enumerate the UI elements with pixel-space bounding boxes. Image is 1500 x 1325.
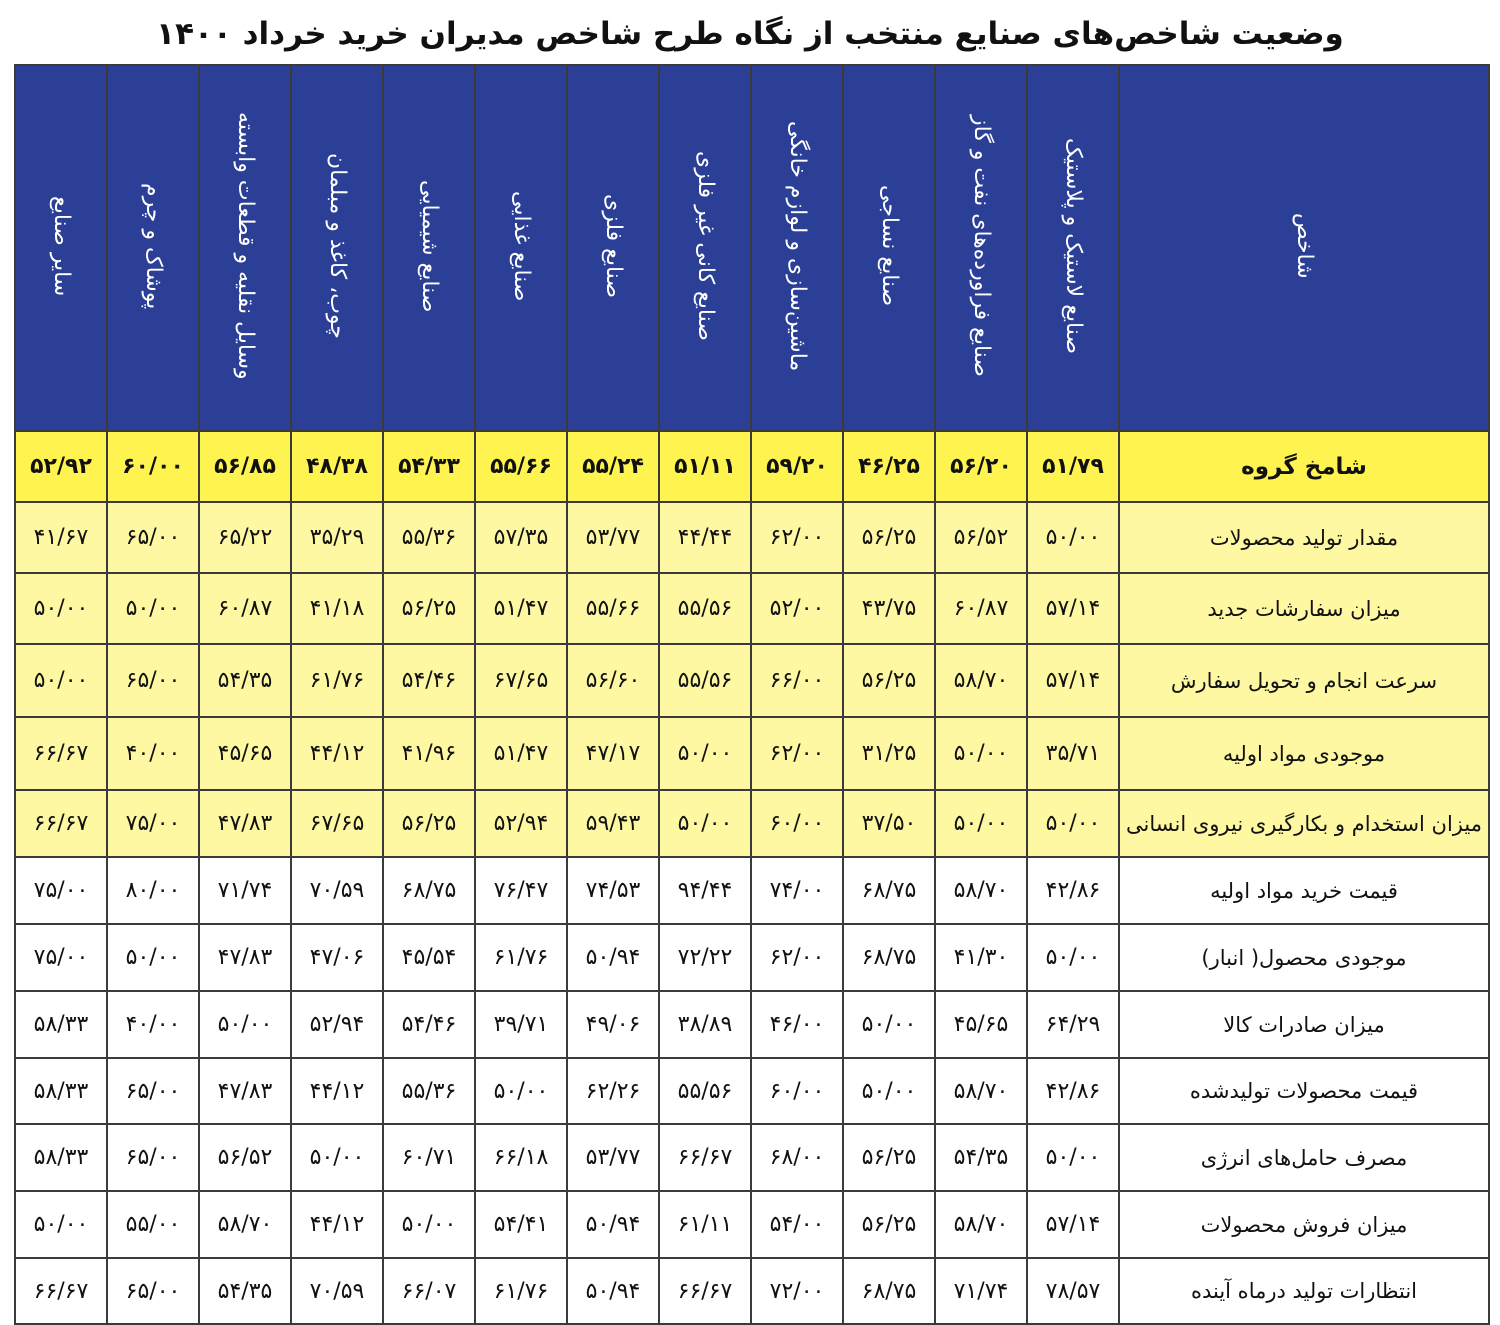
value-cell: ۵۵/۵۶ xyxy=(659,573,751,644)
value-cell: ۵۵/۰۰ xyxy=(107,1191,199,1258)
value-cell: ۷۴/۰۰ xyxy=(751,857,843,924)
table-row xyxy=(15,1191,1489,1258)
value-cell: ۷۱/۷۴ xyxy=(935,1258,1027,1324)
value-cell: ۵۲/۰۰ xyxy=(751,573,843,644)
value-cell: ۴۲/۸۶ xyxy=(1027,1058,1119,1124)
table-row xyxy=(15,1258,1489,1324)
value-cell: ۶۶/۶۷ xyxy=(15,790,107,857)
row-label: میزان سفارشات جدید xyxy=(1119,573,1489,644)
value-cell: ۶۱/۷۶ xyxy=(475,924,567,991)
value-cell: ۶۰/۸۷ xyxy=(935,573,1027,644)
value-cell: ۴۰/۰۰ xyxy=(107,717,199,790)
value-cell: ۶۵/۰۰ xyxy=(107,1258,199,1324)
table-row xyxy=(15,924,1489,991)
value-cell: ۶۵/۲۲ xyxy=(199,502,291,573)
value-cell: ۵۳/۷۷ xyxy=(567,1124,659,1191)
table-row xyxy=(15,644,1489,717)
value-cell: ۷۲/۲۲ xyxy=(659,924,751,991)
value-cell: ۵۴/۰۰ xyxy=(751,1191,843,1258)
row-label: میزان صادرات کالا xyxy=(1119,991,1489,1058)
value-cell: ۵۰/۰۰ xyxy=(291,1124,383,1191)
value-cell: ۶۷/۶۵ xyxy=(291,790,383,857)
value-cell: ۸۰/۰۰ xyxy=(107,857,199,924)
value-cell: ۵۷/۳۵ xyxy=(475,502,567,573)
value-cell: ۷۲/۰۰ xyxy=(751,1258,843,1324)
header-label: وسایل نقلیه و قطعات وابسته xyxy=(233,112,259,380)
table-row xyxy=(15,573,1489,644)
header-label: صنایع نساجی xyxy=(877,185,903,307)
value-cell: ۵۷/۱۴ xyxy=(1027,644,1119,717)
value-cell: ۵۱/۷۹ xyxy=(1027,431,1119,502)
value-cell: ۵۰/۹۴ xyxy=(567,924,659,991)
value-cell: ۵۰/۰۰ xyxy=(1027,502,1119,573)
value-cell: ۵۴/۴۱ xyxy=(475,1191,567,1258)
row-label: قیمت محصولات تولیدشده xyxy=(1119,1058,1489,1124)
value-cell: ۵۰/۰۰ xyxy=(843,991,935,1058)
value-cell: ۶۲/۰۰ xyxy=(751,717,843,790)
table-row xyxy=(15,991,1489,1058)
header-label: صنایع فلزی xyxy=(601,193,627,298)
value-cell: ۵۶/۲۵ xyxy=(383,573,475,644)
value-cell: ۶۵/۰۰ xyxy=(107,1058,199,1124)
value-cell: ۷۵/۰۰ xyxy=(15,857,107,924)
value-cell: ۷۰/۵۹ xyxy=(291,1258,383,1324)
value-cell: ۶۲/۲۶ xyxy=(567,1058,659,1124)
header-label: صنایع غذایی xyxy=(509,190,535,302)
value-cell: ۶۴/۲۹ xyxy=(1027,991,1119,1058)
value-cell: ۵۵/۵۶ xyxy=(659,644,751,717)
value-cell: ۵۸/۷۰ xyxy=(199,1191,291,1258)
value-cell: ۵۲/۹۴ xyxy=(475,790,567,857)
value-cell: ۴۵/۶۵ xyxy=(199,717,291,790)
table-row xyxy=(15,857,1489,924)
value-cell: ۴۹/۰۶ xyxy=(567,991,659,1058)
value-cell: ۵۴/۴۶ xyxy=(383,991,475,1058)
value-cell: ۷۸/۵۷ xyxy=(1027,1258,1119,1324)
value-cell: ۶۱/۷۶ xyxy=(475,1258,567,1324)
value-cell: ۵۰/۰۰ xyxy=(15,644,107,717)
value-cell: ۵۶/۲۵ xyxy=(843,502,935,573)
group-index-row xyxy=(15,431,1489,502)
value-cell: ۵۰/۰۰ xyxy=(935,717,1027,790)
value-cell: ۳۱/۲۵ xyxy=(843,717,935,790)
value-cell: ۶۲/۰۰ xyxy=(751,502,843,573)
value-cell: ۶۶/۱۸ xyxy=(475,1124,567,1191)
value-cell: ۵۵/۲۴ xyxy=(567,431,659,502)
value-cell: ۶۸/۷۵ xyxy=(843,1258,935,1324)
value-cell: ۵۴/۳۵ xyxy=(199,1258,291,1324)
value-cell: ۴۱/۶۷ xyxy=(15,502,107,573)
value-cell: ۵۸/۳۳ xyxy=(15,1058,107,1124)
value-cell: ۵۵/۳۶ xyxy=(383,1058,475,1124)
header-label: صنایع کانی غیر فلزی xyxy=(693,151,719,341)
value-cell: ۷۵/۰۰ xyxy=(15,924,107,991)
value-cell: ۳۵/۷۱ xyxy=(1027,717,1119,790)
value-cell: ۴۴/۱۲ xyxy=(291,1191,383,1258)
row-label: میزان فروش محصولات xyxy=(1119,1191,1489,1258)
value-cell: ۴۷/۸۳ xyxy=(199,1058,291,1124)
value-cell: ۵۵/۶۶ xyxy=(475,431,567,502)
header-label: چوب، کاغذ و مبلمان xyxy=(325,153,351,339)
value-cell: ۵۷/۱۴ xyxy=(1027,573,1119,644)
header-cell-indicator xyxy=(1119,65,1489,431)
value-cell: ۵۱/۴۷ xyxy=(475,717,567,790)
value-cell: ۵۹/۴۳ xyxy=(567,790,659,857)
row-label: میزان استخدام و بکارگیری نیروی انسانی xyxy=(1119,790,1489,857)
table-row xyxy=(15,1124,1489,1191)
value-cell: ۳۷/۵۰ xyxy=(843,790,935,857)
header-cell-chemical xyxy=(383,65,475,431)
value-cell: ۵۰/۰۰ xyxy=(935,790,1027,857)
page-title: وضعیت شاخص‌های صنایع منتخب از نگاه طرح شاخص مدیران خرید خرداد ۱۴۰۰ xyxy=(156,16,1344,52)
value-cell: ۶۷/۶۵ xyxy=(475,644,567,717)
value-cell: ۵۰/۰۰ xyxy=(199,991,291,1058)
value-cell: ۵۱/۱۱ xyxy=(659,431,751,502)
table-row xyxy=(15,1058,1489,1124)
value-cell: ۶۵/۰۰ xyxy=(107,644,199,717)
value-cell: ۳۸/۸۹ xyxy=(659,991,751,1058)
value-cell: ۵۴/۴۶ xyxy=(383,644,475,717)
value-cell: ۵۹/۲۰ xyxy=(751,431,843,502)
row-label: شامخ گروه xyxy=(1119,431,1489,502)
value-cell: ۷۱/۷۴ xyxy=(199,857,291,924)
header-label: سایر صنایع xyxy=(49,195,75,297)
value-cell: ۶۶/۰۰ xyxy=(751,644,843,717)
value-cell: ۵۶/۲۵ xyxy=(843,1191,935,1258)
value-cell: ۵۵/۳۶ xyxy=(383,502,475,573)
value-cell: ۶۶/۶۷ xyxy=(15,1258,107,1324)
header-label: صنایع شیمیایی xyxy=(417,179,443,313)
value-cell: ۴۷/۸۳ xyxy=(199,790,291,857)
value-cell: ۵۸/۳۳ xyxy=(15,1124,107,1191)
value-cell: ۵۰/۰۰ xyxy=(15,573,107,644)
header-cell-oil-gas xyxy=(935,65,1027,431)
header-cell-apparel xyxy=(107,65,199,431)
value-cell: ۴۴/۱۲ xyxy=(291,1058,383,1124)
value-cell: ۶۰/۷۱ xyxy=(383,1124,475,1191)
value-cell: ۵۰/۰۰ xyxy=(107,573,199,644)
value-cell: ۶۶/۶۷ xyxy=(15,717,107,790)
value-cell: ۴۲/۸۶ xyxy=(1027,857,1119,924)
value-cell: ۷۰/۵۹ xyxy=(291,857,383,924)
value-cell: ۵۴/۳۳ xyxy=(383,431,475,502)
value-cell: ۵۵/۶۶ xyxy=(567,573,659,644)
value-cell: ۶۶/۶۷ xyxy=(659,1258,751,1324)
header-cell-textile xyxy=(843,65,935,431)
value-cell: ۵۰/۹۴ xyxy=(567,1258,659,1324)
row-label: سرعت انجام و تحویل سفارش xyxy=(1119,644,1489,717)
value-cell: ۴۱/۱۸ xyxy=(291,573,383,644)
value-cell: ۵۸/۷۰ xyxy=(935,1058,1027,1124)
value-cell: ۵۰/۰۰ xyxy=(843,1058,935,1124)
row-label: موجودی مواد اولیه xyxy=(1119,717,1489,790)
value-cell: ۵۱/۴۷ xyxy=(475,573,567,644)
value-cell: ۴۸/۳۸ xyxy=(291,431,383,502)
value-cell: ۷۴/۵۳ xyxy=(567,857,659,924)
value-cell: ۶۵/۰۰ xyxy=(107,502,199,573)
value-cell: ۵۰/۰۰ xyxy=(107,924,199,991)
row-label: مصرف حامل‌های انرژی xyxy=(1119,1124,1489,1191)
value-cell: ۵۶/۵۲ xyxy=(199,1124,291,1191)
value-cell: ۵۵/۵۶ xyxy=(659,1058,751,1124)
value-cell: ۵۰/۰۰ xyxy=(1027,1124,1119,1191)
row-label: موجودی محصول( انبار) xyxy=(1119,924,1489,991)
value-cell: ۵۰/۰۰ xyxy=(475,1058,567,1124)
value-cell: ۴۳/۷۵ xyxy=(843,573,935,644)
value-cell: ۵۶/۸۵ xyxy=(199,431,291,502)
value-cell: ۳۵/۲۹ xyxy=(291,502,383,573)
value-cell: ۶۰/۰۰ xyxy=(107,431,199,502)
value-cell: ۴۶/۲۵ xyxy=(843,431,935,502)
value-cell: ۵۰/۰۰ xyxy=(383,1191,475,1258)
value-cell: ۵۸/۷۰ xyxy=(935,857,1027,924)
header-cell-food xyxy=(475,65,567,431)
value-cell: ۵۰/۰۰ xyxy=(659,790,751,857)
value-cell: ۶۸/۷۵ xyxy=(843,857,935,924)
table-row xyxy=(15,790,1489,857)
value-cell: ۵۲/۹۲ xyxy=(15,431,107,502)
value-cell: ۳۹/۷۱ xyxy=(475,991,567,1058)
header-cell-wood-paper xyxy=(291,65,383,431)
value-cell: ۵۳/۷۷ xyxy=(567,502,659,573)
value-cell: ۹۴/۴۴ xyxy=(659,857,751,924)
value-cell: ۵۸/۷۰ xyxy=(935,1191,1027,1258)
value-cell: ۴۷/۱۷ xyxy=(567,717,659,790)
value-cell: ۵۰/۰۰ xyxy=(659,717,751,790)
value-cell: ۵۰/۹۴ xyxy=(567,1191,659,1258)
header-cell-nonmetal xyxy=(659,65,751,431)
value-cell: ۶۰/۸۷ xyxy=(199,573,291,644)
value-cell: ۴۴/۱۲ xyxy=(291,717,383,790)
value-cell: ۴۶/۰۰ xyxy=(751,991,843,1058)
value-cell: ۵۸/۷۰ xyxy=(935,644,1027,717)
header-label: شاخص xyxy=(1292,213,1318,279)
value-cell: ۵۴/۳۵ xyxy=(199,644,291,717)
header-cell-machinery xyxy=(751,65,843,431)
value-cell: ۵۴/۳۵ xyxy=(935,1124,1027,1191)
value-cell: ۵۶/۲۵ xyxy=(843,1124,935,1191)
header-cell-rubber-plastic xyxy=(1027,65,1119,431)
value-cell: ۵۰/۰۰ xyxy=(15,1191,107,1258)
value-cell: ۴۷/۸۳ xyxy=(199,924,291,991)
value-cell: ۶۰/۰۰ xyxy=(751,790,843,857)
header-label: پوشاک و چرم xyxy=(141,182,167,310)
value-cell: ۵۰/۰۰ xyxy=(1027,924,1119,991)
value-cell: ۴۵/۵۴ xyxy=(383,924,475,991)
value-cell: ۶۸/۷۵ xyxy=(383,857,475,924)
value-cell: ۵۶/۶۰ xyxy=(567,644,659,717)
value-cell: ۷۶/۴۷ xyxy=(475,857,567,924)
value-cell: ۴۵/۶۵ xyxy=(935,991,1027,1058)
value-cell: ۵۶/۲۰ xyxy=(935,431,1027,502)
value-cell: ۶۲/۰۰ xyxy=(751,924,843,991)
value-cell: ۴۰/۰۰ xyxy=(107,991,199,1058)
value-cell: ۶۱/۱۱ xyxy=(659,1191,751,1258)
value-cell: ۶۶/۰۷ xyxy=(383,1258,475,1324)
value-cell: ۶۸/۰۰ xyxy=(751,1124,843,1191)
value-cell: ۷۵/۰۰ xyxy=(107,790,199,857)
value-cell: ۴۱/۹۶ xyxy=(383,717,475,790)
value-cell: ۶۰/۰۰ xyxy=(751,1058,843,1124)
indicators-table xyxy=(14,64,1490,1325)
value-cell: ۵۲/۹۴ xyxy=(291,991,383,1058)
value-cell: ۴۴/۴۴ xyxy=(659,502,751,573)
value-cell: ۵۶/۲۵ xyxy=(383,790,475,857)
header-label: ماشین‌سازی و لوازم خانگی xyxy=(785,120,811,372)
value-cell: ۶۸/۷۵ xyxy=(843,924,935,991)
value-cell: ۶۵/۰۰ xyxy=(107,1124,199,1191)
value-cell: ۵۷/۱۴ xyxy=(1027,1191,1119,1258)
value-cell: ۶۱/۷۶ xyxy=(291,644,383,717)
row-label: قیمت خرید مواد اولیه xyxy=(1119,857,1489,924)
value-cell: ۵۶/۵۲ xyxy=(935,502,1027,573)
value-cell: ۴۱/۳۰ xyxy=(935,924,1027,991)
row-label: مقدار تولید محصولات xyxy=(1119,502,1489,573)
header-label: صنایع فراورده‌های نفت و گاز xyxy=(969,115,995,377)
row-label: انتظارات تولید درماه آینده xyxy=(1119,1258,1489,1324)
header-row xyxy=(15,65,1489,431)
value-cell: ۵۶/۲۵ xyxy=(843,644,935,717)
header-cell-metal xyxy=(567,65,659,431)
table-row xyxy=(15,717,1489,790)
header-cell-vehicles xyxy=(199,65,291,431)
value-cell: ۴۷/۰۶ xyxy=(291,924,383,991)
header-cell-other xyxy=(15,65,107,431)
value-cell: ۶۶/۶۷ xyxy=(659,1124,751,1191)
table-row xyxy=(15,502,1489,573)
value-cell: ۵۸/۳۳ xyxy=(15,991,107,1058)
value-cell: ۵۰/۰۰ xyxy=(1027,790,1119,857)
header-label: صنایع لاستیک و پلاستیک xyxy=(1061,137,1087,355)
